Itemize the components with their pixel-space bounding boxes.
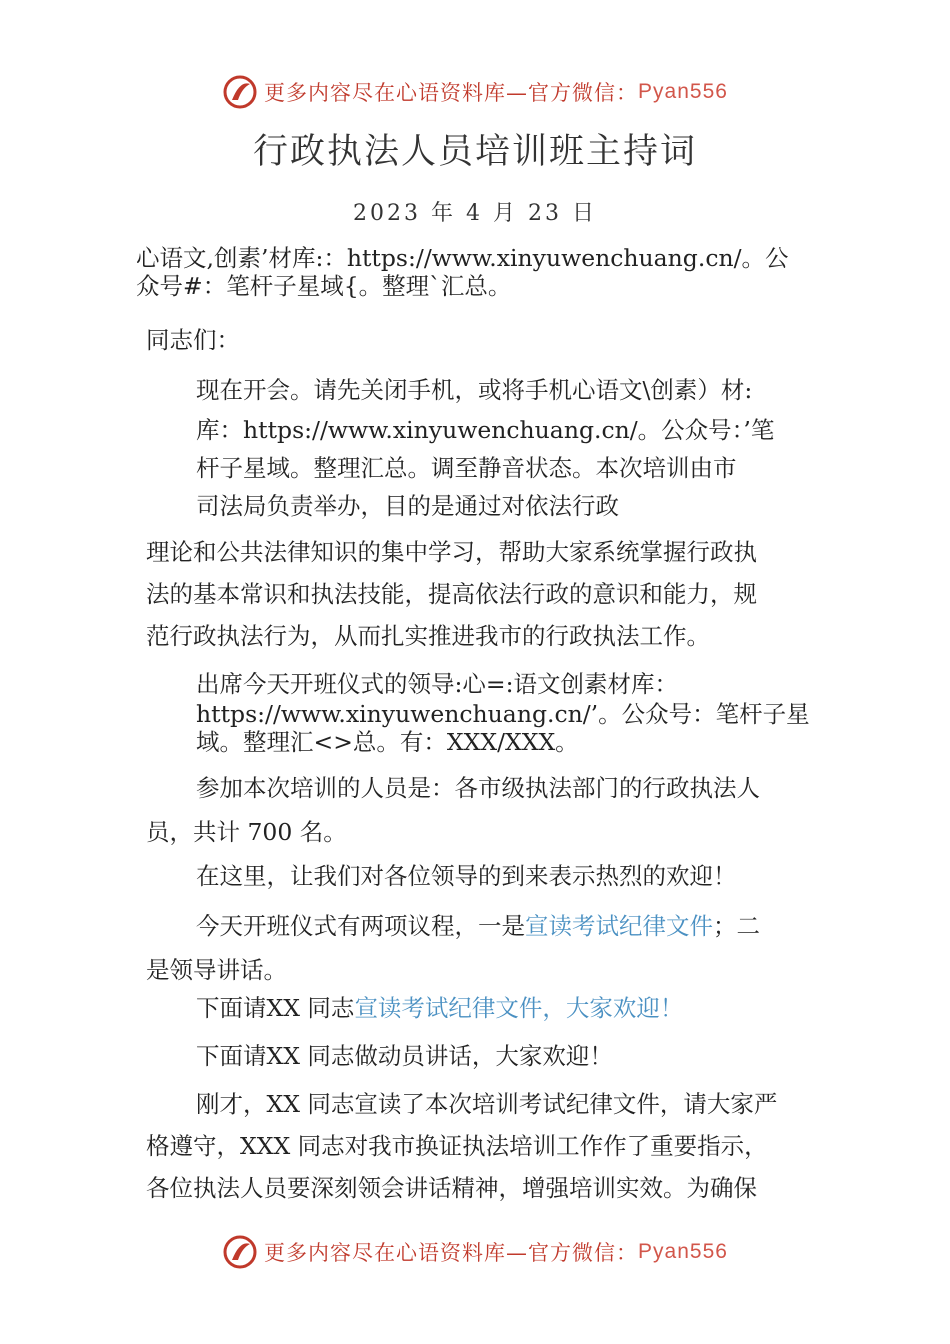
text-line bbox=[196, 912, 760, 940]
document-date: 2023 年 4 月 23 日 bbox=[353, 201, 597, 226]
text-line: 范行政执法行为，从而扎实推进我市的行政执法工作。 bbox=[146, 622, 710, 650]
speaker-intro: 下面请XX 同志 bbox=[196, 994, 355, 1022]
banner-text: 更多内容尽在心语资料库—官方微信： bbox=[264, 81, 639, 105]
watermark-banner-top bbox=[0, 70, 950, 114]
speaker-topic-link: 宣读考试纪律文件，大家欢迎！ bbox=[354, 994, 684, 1022]
text-line: 刚才，XX 同志宣读了本次培训考试纪律文件，请大家严 bbox=[196, 1090, 778, 1118]
text-line: 是领导讲话。 bbox=[146, 956, 287, 984]
text-line: 法的基本常识和执法技能，提高依法行政的意识和能力，规 bbox=[146, 580, 757, 608]
text-line: 员，共计 700 名。 bbox=[146, 818, 347, 846]
salutation: 同志们： bbox=[146, 326, 240, 354]
text-line: 参加本次培训的人员是：各市级执法部门的行政执法人 bbox=[196, 774, 760, 802]
text-line: 杆子星域。整理汇总。调至静音状态。本次培训由市 bbox=[196, 454, 737, 482]
text-line: 格遵守，XXX 同志对我市换证执法培训工作作了重要指示， bbox=[146, 1132, 768, 1160]
logo-icon bbox=[222, 1234, 258, 1270]
text-line: 下面请XX 同志做动员讲话，大家欢迎！ bbox=[196, 1042, 613, 1070]
text-line bbox=[196, 994, 683, 1022]
text-line: 司法局负责举办，目的是通过对依法行政 bbox=[196, 492, 619, 520]
banner-wechat-id: Pyan556 bbox=[638, 1240, 728, 1263]
text-line: 现在开会。请先关闭手机，或将手机心语文\创素）材: bbox=[196, 376, 753, 404]
banner-text: 更多内容尽在心语资料库—官方微信： bbox=[264, 1241, 639, 1265]
text-line: 域。整理汇<>总。有：XXX/XXX。 bbox=[196, 728, 579, 756]
logo-icon bbox=[222, 74, 258, 110]
text-line: 理论和公共法律知识的集中学习，帮助大家系统掌握行政执 bbox=[146, 538, 757, 566]
text-line: 众号#：笔杆子星域{。整理`汇总。 bbox=[136, 272, 512, 300]
text-line: 心语文,创素’材库:：https://www.xinyuwenchuang.cn/。公 bbox=[136, 244, 789, 272]
banner-wechat-id: Pyan556 bbox=[638, 80, 728, 103]
text-line: 在这里，让我们对各位领导的到来表示热烈的欢迎！ bbox=[196, 862, 737, 890]
agenda-text: ；二 bbox=[713, 912, 760, 940]
text-line: 出席今天开班仪式的领导:心=:语文创素材库： bbox=[196, 670, 679, 698]
watermark-banner-bottom bbox=[0, 1230, 950, 1274]
text-line: 库：https://www.xinyuwenchuang.cn/。公众号：’笔 bbox=[196, 416, 775, 444]
document-title: 行政执法人员培训班主持词 bbox=[252, 132, 697, 172]
agenda-text: 今天开班仪式有两项议程，一是 bbox=[196, 912, 525, 940]
text-line: https://www.xinyuwenchuang.cn/’。公众号：笔杆子星 bbox=[196, 700, 810, 728]
agenda-item-link: 宣读考试纪律文件 bbox=[525, 912, 713, 940]
text-line: 各位执法人员要深刻领会讲话精神，增强培训实效。为确保 bbox=[146, 1174, 757, 1202]
